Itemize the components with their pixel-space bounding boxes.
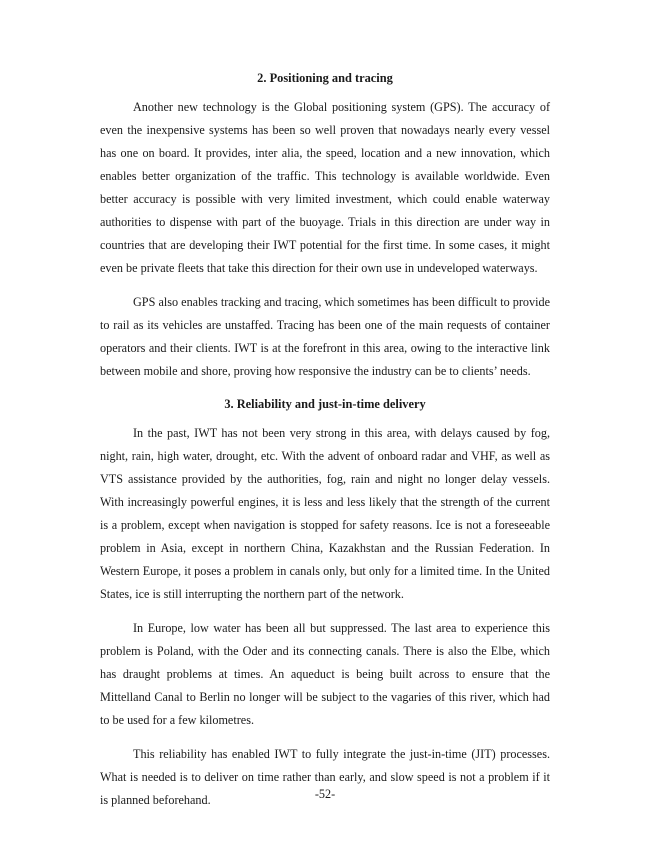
- section-heading-reliability-jit: 3. Reliability and just-in-time delivery: [224, 397, 426, 411]
- section-heading-positioning-and-tracing: 2. Positioning and tracing: [257, 71, 393, 85]
- paragraph-past-delays: In the past, IWT has not been very strong in this area, with delays caused by fog, night, rain, high water, drought, etc. With the advent of onboard radar and VHF, as well as VTS assistance provided by the authorities, fog, rain and night no longer delay vessels. With increasingly powerful engines, it is less and less likely that the strength of the current is a problem, except when navigation is stopped for safety reasons. Ice is not a foreseeable problem in Asia, except in northern China, Kazakhstan and the Russian Federation. In Western Europe, it poses a problem in canals only, but only for a limited time. In the United States, ice is still interrupting the northern part of the network.: [100, 426, 550, 601]
- paragraph-low-water-europe: In Europe, low water has been all but suppressed. The last area to experience this problem is Poland, with the Oder and its connecting canals. There is also the Elbe, which has draught problems at times. An aqueduct is being built across to ensure that the Mittelland Canal to Berlin no longer will be subject to the vagaries of this river, which had to be used for a few kilometres.: [100, 621, 550, 727]
- page-number: -52-: [314, 787, 336, 801]
- document-page: [100, 60, 550, 820]
- paragraph-jit-integration: This reliability has enabled IWT to fully integrate the just-in-time (JIT) processes. What is needed is to deliver on time rather than early, and slow speed is not a problem if it is planned beforehand.: [100, 747, 550, 807]
- paragraph-gps-technology: Another new technology is the Global positioning system (GPS). The accuracy of even the inexpensive systems has been so well proven that nowadays nearly every vessel has one on board. It provides, inter alia, the speed, location and a new innovation, which enables better organization of the traffic. This technology is available worldwide. Even better accuracy is possible with very limited investment, which could enable waterway authorities to dispense with part of the buoyage. Trials in this direction are under way in countries that are developing their IWT potential for the first time. In some cases, it might even be private fleets that take this direction for their own use in undeveloped waterways.: [100, 100, 550, 275]
- paragraph-tracking-and-tracing: GPS also enables tracking and tracing, which sometimes has been difficult to provide to rail as its vehicles are unstaffed. Tracing has been one of the main requests of container operators and their clients. IWT is at the forefront in this area, owing to the interactive link between mobile and shore, proving how responsive the industry can be to clients’ needs.: [100, 295, 550, 378]
